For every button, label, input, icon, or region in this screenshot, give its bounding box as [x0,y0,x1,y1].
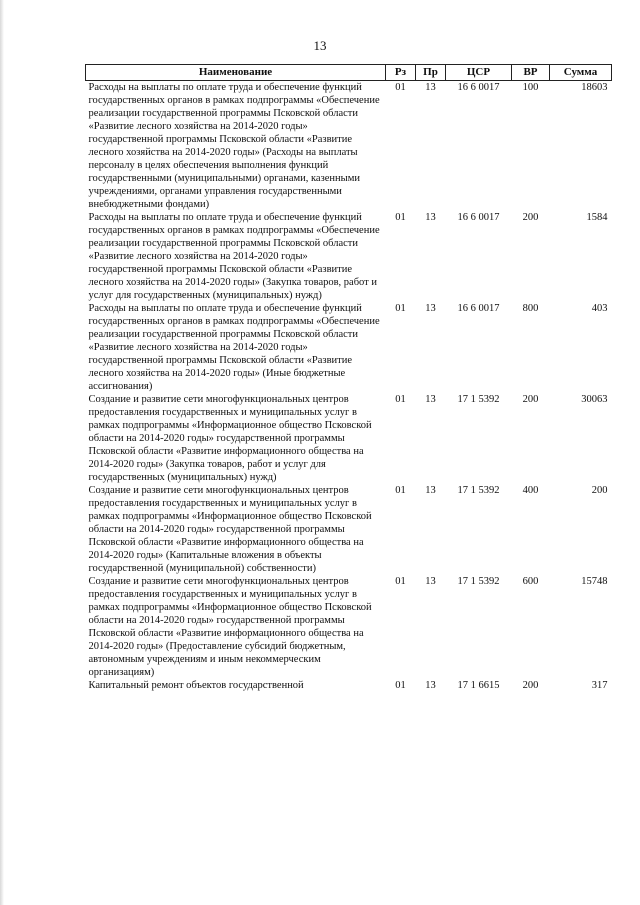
row-csr: 16 6 0017 [457,82,500,93]
table-row [86,81,612,212]
row-sum: 30063 [581,394,608,405]
row-vr: 800 [522,303,539,314]
row-csr: 17 1 6615 [457,680,500,691]
row-pr: 13 [425,485,436,496]
row-name: Создание и развитие сети многофункциональных центров предоставления государственных и муниципальных услуг в рамках подпрограммы «Информационное общество Псковской области на 2014-2020 годы» государственной программы Псковской области «Развитие информационного общества на 2014-2020 годы» (Закупка товаров, работ и услуг для государственных (муниципальных) нужд) [88,394,372,483]
row-vr: 200 [522,212,539,223]
row-csr: 17 1 5392 [457,485,500,496]
row-vr: 600 [522,576,539,587]
row-pr: 13 [425,680,436,691]
row-pr: 13 [425,394,436,405]
table-row [86,575,612,679]
row-rz: 01 [395,212,406,223]
row-rz: 01 [395,485,406,496]
table-row [86,211,612,302]
table-row [86,302,612,393]
row-rz: 01 [395,680,406,691]
row-pr: 13 [425,82,436,93]
row-sum: 200 [591,485,608,496]
row-csr: 16 6 0017 [457,303,500,314]
row-pr: 13 [425,303,436,314]
row-name: Расходы на выплаты по оплате труда и обеспечение функций государственных органов в рамках подпрограммы «Обеспечение реализации государственной программы Псковской области «Развитие лесного хозяйства на 2014-2020 годы» государственной программы Псковской области «Развитие лесного хозяйства на 2014-2020 годы» (Расходы на выплаты персоналу в целях обеспечения выполнения функций государственными (муниципальными) органами, казенными учреждениями, органами управления государственными внебюджетными фондами) [88,82,380,210]
row-vr: 200 [522,394,539,405]
row-name: Создание и развитие сети многофункциональных центров предоставления государственных и муниципальных услуг в рамках подпрограммы «Информационное общество Псковской области на 2014-2020 годы» государственной программы Псковской области «Развитие информационного общества на 2014-2020 годы» (Капитальные вложения в объекты государственной (муниципальной) собственности) [88,485,372,574]
row-vr: 200 [522,680,539,691]
row-name: Расходы на выплаты по оплате труда и обеспечение функций государственных органов в рамках подпрограммы «Обеспечение реализации государственной программы Псковской области «Развитие лесного хозяйства на 2014-2020 годы» государственной программы Псковской области «Развитие лесного хозяйства на 2014-2020 годы» (Иные бюджетные ассигнования) [88,303,380,392]
row-rz: 01 [395,82,406,93]
row-sum: 1584 [586,212,608,223]
header-pr: Пр [416,65,446,81]
row-name: Капитальный ремонт объектов государственной [88,680,304,691]
row-rz: 01 [395,303,406,314]
scan-edge-shadow [0,0,4,905]
table-row [86,679,612,692]
row-csr: 16 6 0017 [457,212,500,223]
row-name: Создание и развитие сети многофункциональных центров предоставления государственных и муниципальных услуг в рамках подпрограммы «Информационное общество Псковской области на 2014-2020 годы» государственной программы Псковской области «Развитие информационного общества на 2014-2020 годы» (Предоставление субсидий бюджетным, автономным учреждениям и иным некоммерческим организациям) [88,576,372,678]
row-name: Расходы на выплаты по оплате труда и обеспечение функций государственных органов в рамках подпрограммы «Обеспечение реализации государственной программы Псковской области «Развитие лесного хозяйства на 2014-2020 годы» государственной программы Псковской области «Развитие лесного хозяйства на 2014-2020 годы» (Закупка товаров, работ и услуг для государственных (муниципальных) нужд) [88,212,380,301]
page-number: 13 [313,38,327,53]
row-pr: 13 [425,576,436,587]
row-rz: 01 [395,576,406,587]
header-vr: ВР [512,65,550,81]
row-vr: 400 [522,485,539,496]
table-row [86,393,612,484]
header-name: Наименование [86,65,386,81]
row-csr: 17 1 5392 [457,576,500,587]
row-pr: 13 [425,212,436,223]
row-sum: 15748 [581,576,608,587]
table-header-row [86,65,612,81]
table-row [86,484,612,575]
header-rz: Рз [386,65,416,81]
row-sum: 403 [591,303,608,314]
header-sum: Сумма [550,65,612,81]
row-sum: 317 [591,680,608,691]
row-sum: 18603 [581,82,608,93]
row-csr: 17 1 5392 [457,394,500,405]
header-csr: ЦСР [446,65,512,81]
budget-table [85,64,612,692]
row-rz: 01 [395,394,406,405]
row-vr: 100 [522,82,539,93]
